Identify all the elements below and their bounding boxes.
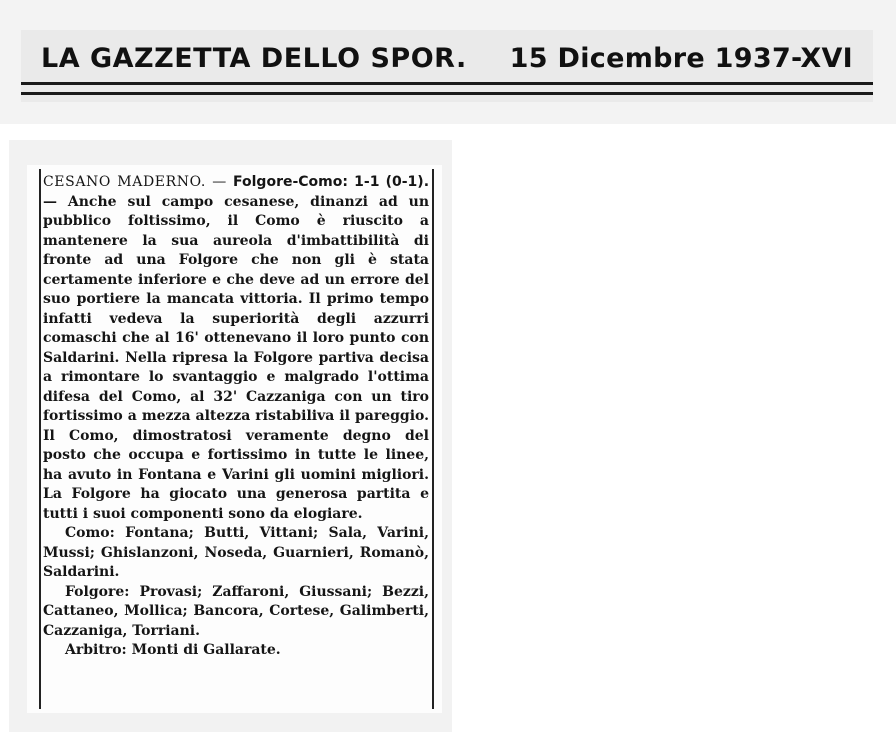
column-rule-left <box>39 169 41 709</box>
referee-label: Arbitro: <box>65 642 127 658</box>
referee-name: Monti di Gallarate. <box>131 642 281 658</box>
column-rule-right <box>432 169 434 709</box>
masthead-rule <box>21 82 873 85</box>
report-body: — Anche sul campo cesanese, dinanzi ad un pubblico foltissimo, il Como è riuscito a mantenere la sua aureola d'imbattibilità di fronte ad una Folgore che non gli è stata certamente inferiore e che deve ad un errore del suo portiere la mancata vittoria. Il primo tempo infatti vedeva la superiorità degli azzurri comaschi che al 16' ottenevano il loro punto con Saldarini. Nella ripresa la Folgore partiva decisa a rimontare lo svantaggio e malgrado l'ottima difesa del Como, al 32' Cazzaniga con un tiro fortissimo a mezza altezza ristabiliva il pareggio. Il Como, dimostratosi veramente degno del posto che occupa e fortissimo in tutte le linee, ha avuto in Fontana e Varini gli uomini migliori. La Folgore ha giocato una generosa partita e tutti i suoi componenti sono da elogiare. <box>43 193 429 522</box>
lineup-text: Fontana; Butti, Vittani; Sala, Varini, Mussi; Ghislanzoni, Noseda, Guarnieri, Romanò, Saldarini. <box>43 525 429 580</box>
match-result: Folgore-Como: 1-1 (0-1). <box>233 174 430 190</box>
report-paragraph <box>43 173 429 524</box>
lineup-folgore <box>43 583 429 642</box>
masthead-rule <box>21 92 873 95</box>
article-clipping <box>27 165 442 713</box>
masthead-background <box>0 0 896 124</box>
issue-date: 15 Dicembre 1937-XVI <box>509 42 853 74</box>
clipping-background <box>9 140 452 732</box>
newspaper-masthead <box>21 30 873 102</box>
referee-line <box>43 641 429 661</box>
lineup-como <box>43 524 429 583</box>
match-report <box>43 173 429 661</box>
lineup-text: Provasi; Zaffaroni, Giussani; Bezzi, Cattaneo, Mollica; Bancora, Cortese, Galimberti, Cazzaniga, Torriani. <box>43 583 429 639</box>
dateline: CESANO MADERNO. — <box>43 174 227 190</box>
newspaper-title: LA GAZZETTA DELLO SPOR. <box>41 42 467 74</box>
lineup-label: Como: <box>65 525 115 541</box>
lineup-label: Folgore: <box>65 583 130 600</box>
masthead-text <box>41 38 853 78</box>
